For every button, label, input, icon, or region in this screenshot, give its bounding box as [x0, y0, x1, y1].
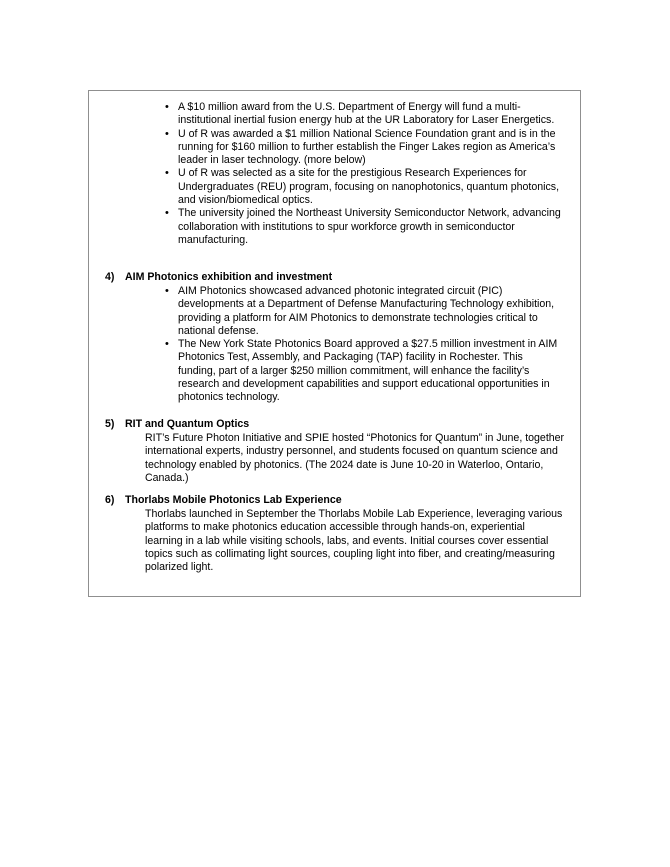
section-title: RIT and Quantum Optics: [125, 418, 250, 430]
section-heading-4: [105, 271, 332, 284]
list-item: • U of R was selected as a site for the prestigious Research Experiences for Undergraduates (REU) program, focusing on nanophotonics, quantum photonics, and vision/biomedical optics.: [165, 167, 563, 207]
list-item: • The New York State Photonics Board approved a $27.5 million investment in AIM Photonics Test, Assembly, and Packaging (TAP) facility in Rochester. This funding, part of a larger $250 million commitment, will enhance the facility’s research and development capabilities and support educational opportunities in photonics technology.: [165, 338, 563, 404]
section-5-paragraph: RIT’s Future Photon Initiative and SPIE hosted “Photonics for Quantum” in June, together international experts, industry personnel, and students focused on quantum science and technology enabled by photonics. (The 2024 date is June 10-20 in Waterloo, Ontario, Canada.): [145, 432, 565, 484]
section-number: 6): [105, 494, 115, 506]
list-item: • A $10 million award from the U.S. Department of Energy will fund a multi-institutional inertial fusion energy hub at the UR Laboratory for Laser Energetics.: [165, 101, 563, 128]
section-6-paragraph: Thorlabs launched in September the Thorlabs Mobile Lab Experience, leveraging various platforms to make photonics education accessible through hands-on, experiential learning in a lab while visiting schools, labs, and events. Initial courses cover essential topics such as collimating light sources, coupling light into fiber, and creating/measuring polarized light.: [145, 508, 563, 574]
list-item: • AIM Photonics showcased advanced photonic integrated circuit (PIC) developments at a Department of Defense Manufacturing Technology exhibition, providing a platform for AIM Photonics to demonstrate technologies critical to national defense.: [165, 285, 563, 338]
section-heading-6: [105, 494, 342, 507]
section-heading-5: [105, 418, 249, 431]
section-number: 5): [105, 418, 115, 430]
section-number: 4): [105, 271, 115, 283]
list-item: • U of R was awarded a $1 million National Science Foundation grant and is in the running for $160 million to further establish the Finger Lakes region as America’s leader in laser technology. (more below): [165, 128, 563, 168]
section-title: AIM Photonics exhibition and investment: [125, 271, 333, 283]
section-4-bullet-list: [165, 285, 563, 405]
content-box: [88, 90, 581, 597]
list-item: • The university joined the Northeast University Semiconductor Network, advancing collaboration with institutions to spur workforce growth in semiconductor manufacturing.: [165, 207, 563, 247]
intro-bullet-list: [165, 101, 563, 247]
section-title: Thorlabs Mobile Photonics Lab Experience: [125, 494, 342, 506]
